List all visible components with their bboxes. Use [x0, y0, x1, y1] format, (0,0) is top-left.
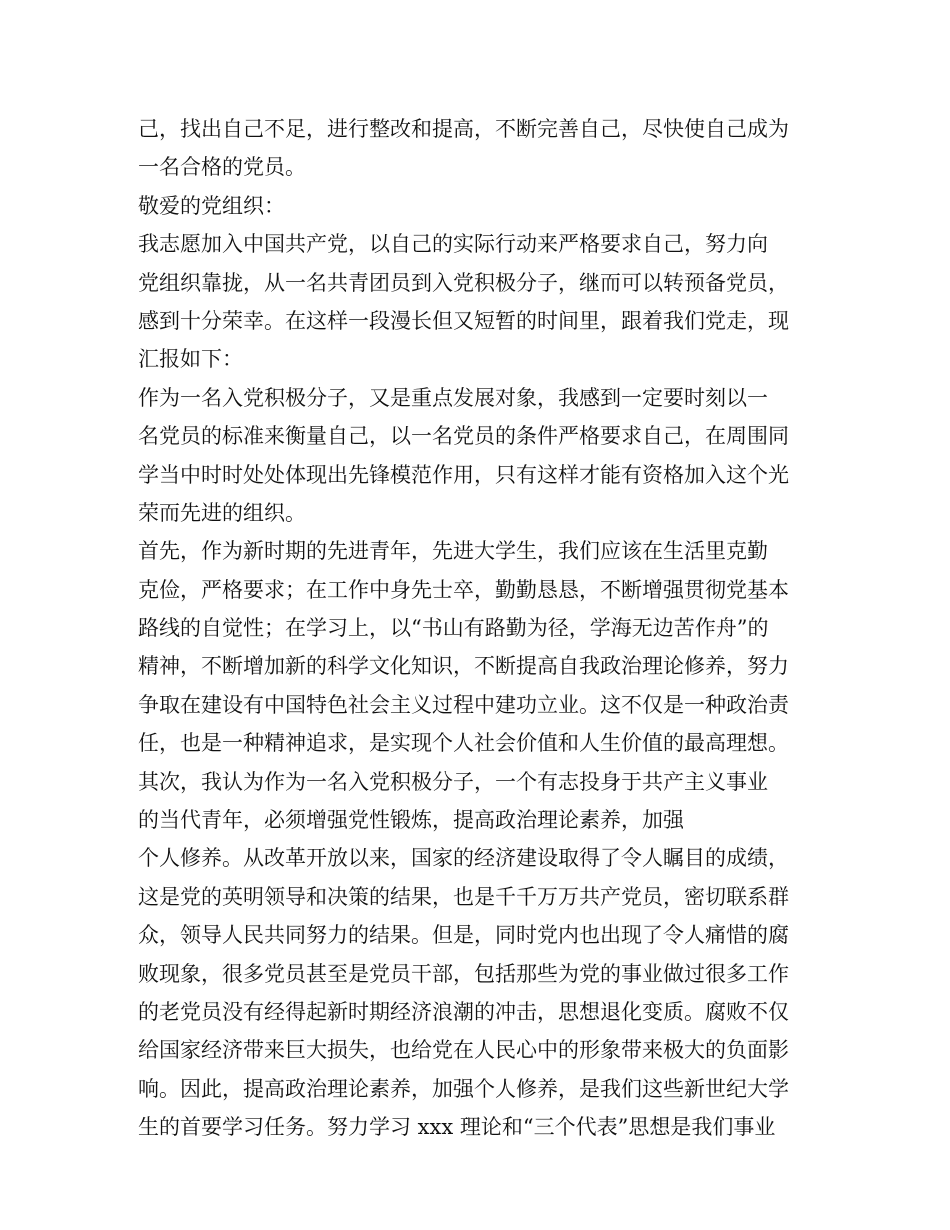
text-line: 争取在建设有中国特色社会主义过程中建功立业。这不仅是一种政治责: [138, 692, 789, 717]
text-line: 众，领导人民共同努力的结果。但是，同时党内也出现了令人痛惜的腐: [138, 923, 789, 948]
text-line: 一名合格的党员。: [138, 155, 306, 180]
document-body: [138, 110, 818, 1147]
text-line: 路线的自觉性；在学习上，以“书山有路勤为径，学海无边苦作舟”的: [138, 616, 769, 641]
text-line: 己，找出自己不足，进行整改和提高，不断完善自己，尽快使自己成为: [138, 117, 789, 141]
text-line: 汇报如下：: [138, 347, 243, 372]
text-line: 首先，作为新时期的先进青年，先进大学生，我们应该在生活里克勤: [138, 539, 768, 564]
text-line: 生的首要学习任务。努力学习 xxx 理论和“三个代表”思想是我们事业: [138, 1115, 776, 1140]
text-line: 我志愿加入中国共产党，以自己的实际行动来严格要求自己，努力向: [138, 232, 768, 257]
text-line: 党组织靠拢，从一名共青团员到入党积极分子，继而可以转预备党员，: [138, 270, 789, 295]
text-line: 的当代青年，必须增强党性锻炼，提高政治理论素养，加强: [138, 808, 684, 833]
text-line: 精神，不断增加新的科学文化知识，不断提高自我政治理论修养，努力: [138, 654, 789, 679]
text-line: 名党员的标准来衡量自己，以一名党员的条件严格要求自己，在周围同: [138, 424, 789, 449]
text-line: 作为一名入党积极分子，又是重点发展对象，我感到一定要时刻以一: [138, 385, 768, 410]
text-line: 个人修养。从改革开放以来，国家的经济建设取得了令人瞩目的成绩，: [138, 846, 789, 871]
text-line: 感到十分荣幸。在这样一段漫长但又短暂的时间里，跟着我们党走，现: [138, 308, 789, 333]
text-line: 荣而先进的组织。: [138, 500, 306, 525]
text-line: 响。因此，提高政治理论素养，加强个人修养，是我们这些新世纪大学: [138, 1076, 789, 1101]
text-line: 学当中时时处处体现出先锋模范作用，只有这样才能有资格加入这个光: [138, 462, 789, 487]
text-line: 克俭，严格要求；在工作中身先士卒，勤勤恳恳，不断增强贯彻党基本: [138, 577, 789, 602]
text-line: 给国家经济带来巨大损失，也给党在人民心中的形象带来极大的负面影: [138, 1038, 789, 1063]
text-line: 败现象，很多党员甚至是党员干部，包括那些为党的事业做过很多工作: [138, 961, 789, 986]
text-line: 其次，我认为作为一名入党积极分子，一个有志投身于共产主义事业: [138, 769, 768, 794]
text-line: 的老党员没有经得起新时期经济浪潮的冲击，思想退化变质。腐败不仅: [138, 999, 789, 1024]
text-line: 这是党的英明领导和决策的结果，也是千千万万共产党员，密切联系群: [138, 884, 789, 909]
salutation-line: 敬爱的党组织：: [138, 193, 285, 218]
text-line: 任，也是一种精神追求，是实现个人社会价值和人生价值的最高理想。: [138, 731, 789, 756]
